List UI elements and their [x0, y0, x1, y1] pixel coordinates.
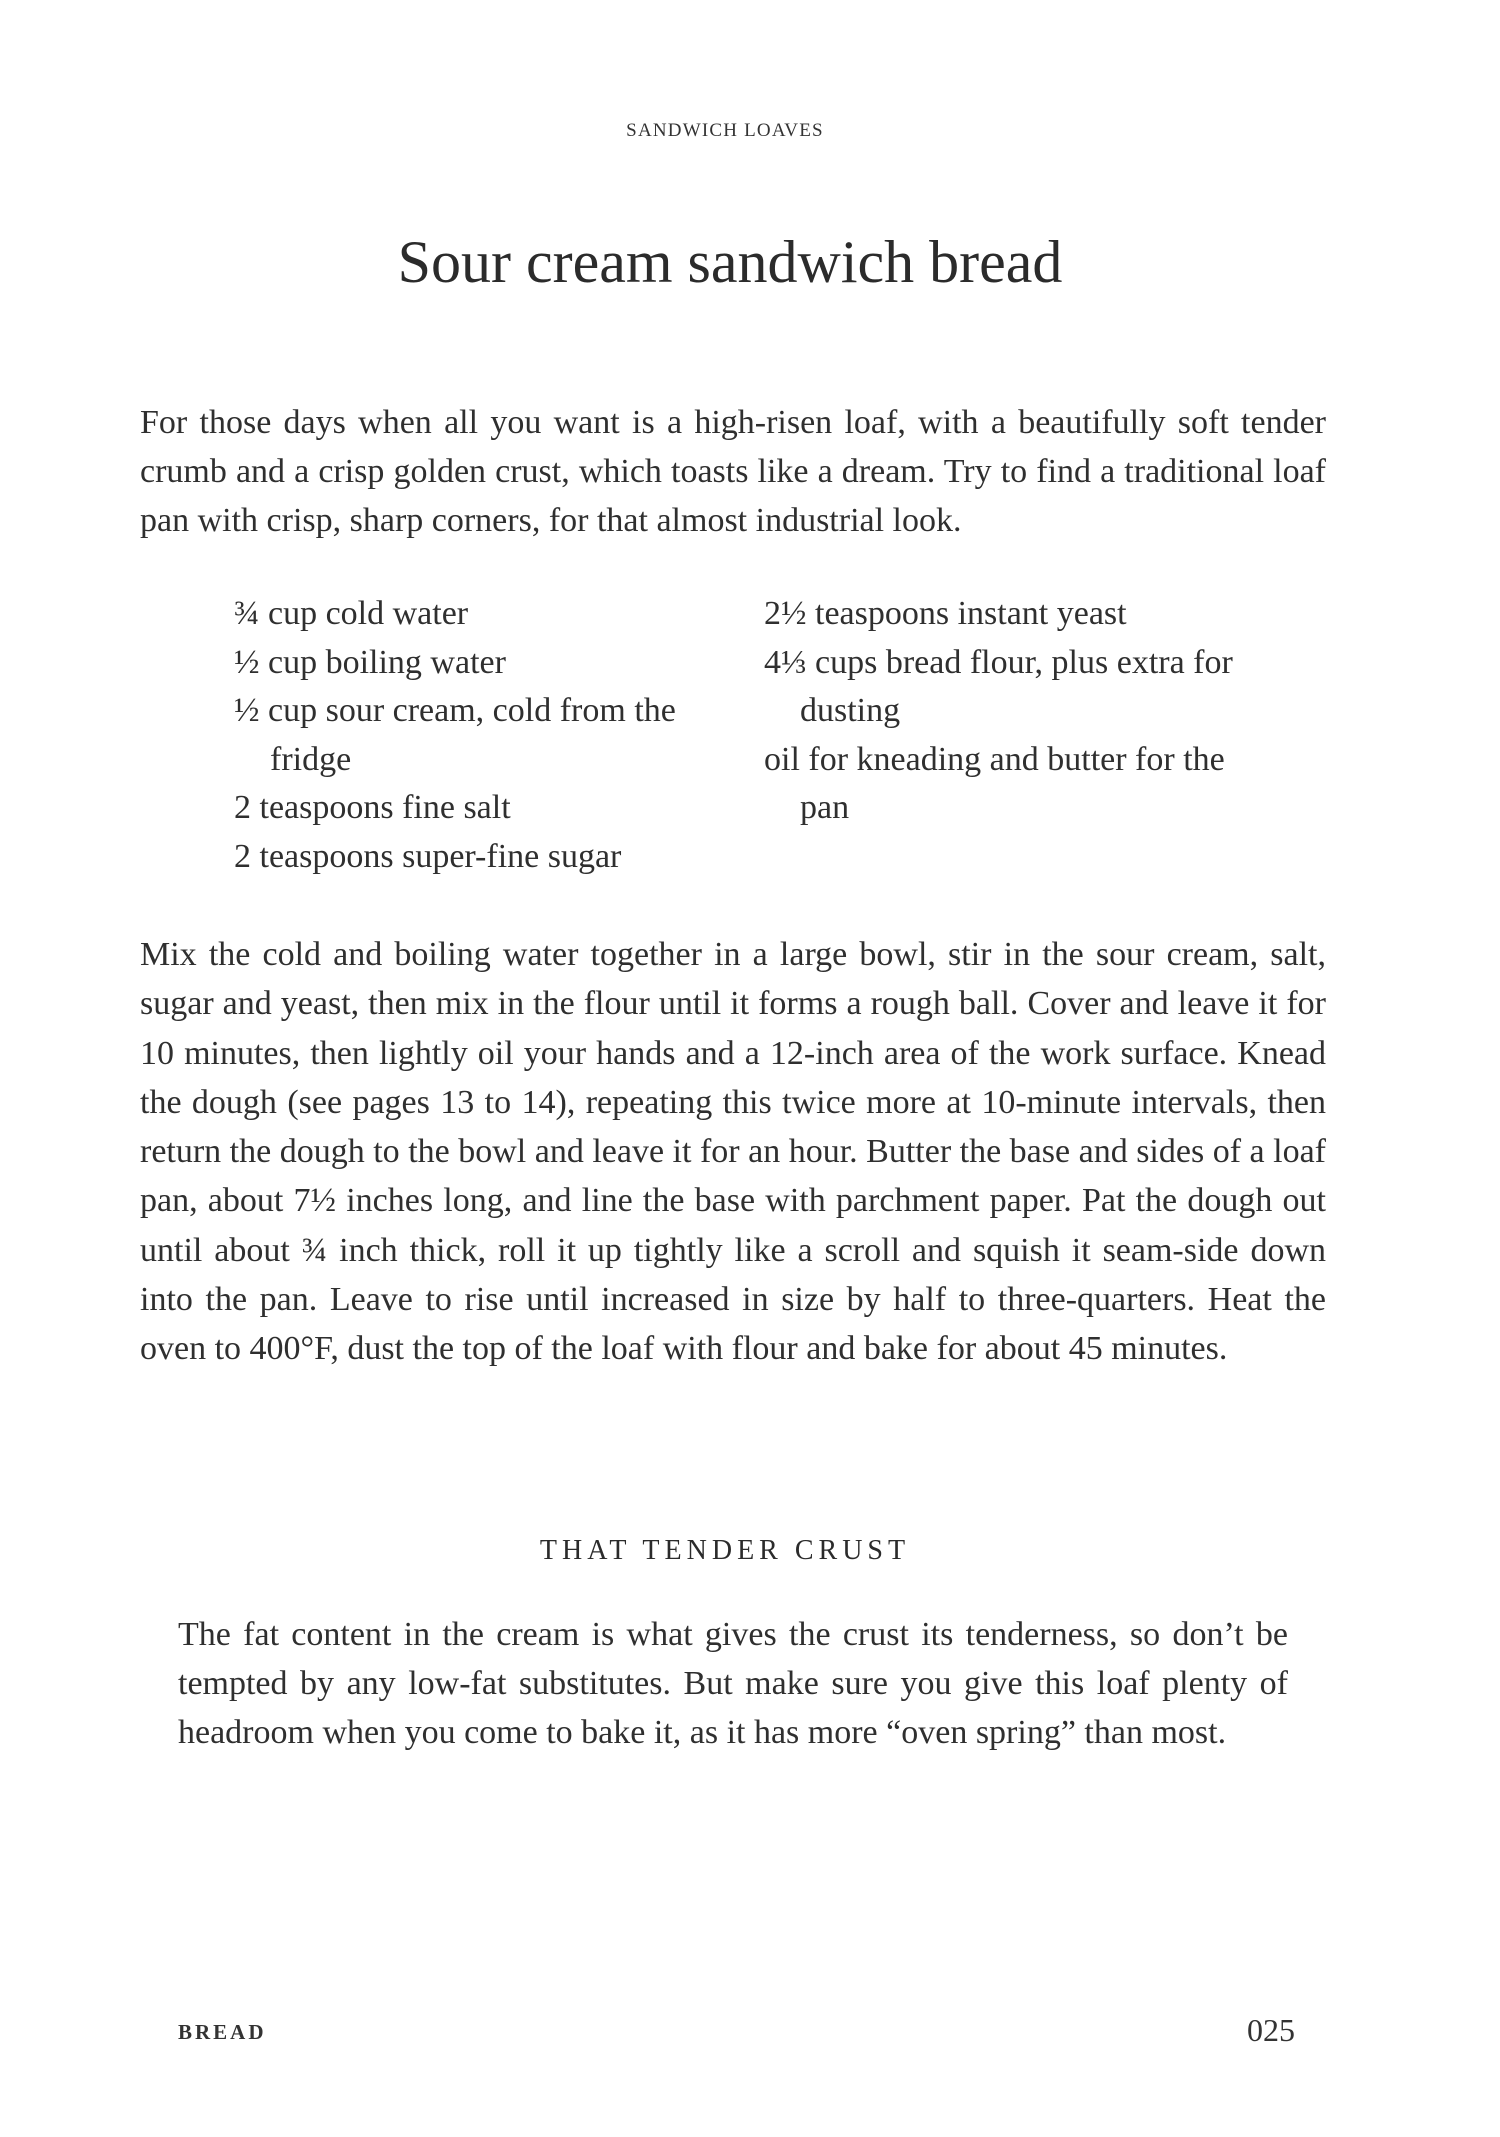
- ingredient-item: ½ cup sour cream, cold from the fridge: [234, 692, 676, 778]
- ingredient-item: ¾ cup cold water: [234, 595, 469, 632]
- recipe-intro: For those days when all you want is a high-risen loaf, with a beautifully soft tender crumb and a crisp golden crust, which toasts like a dream. Try to find a traditional loaf pan with crisp, sharp corners, for that almost industrial look.: [140, 404, 1326, 539]
- ingredient-item: 2 teaspoons fine salt: [234, 789, 511, 826]
- page-number: 025: [1247, 2012, 1295, 2048]
- ingredient-item: 4⅓ cups bread flour, plus extra for dusting: [764, 643, 1233, 729]
- tip-heading: THAT TENDER CRUST: [539, 1535, 911, 1566]
- ingredient-item: ½ cup boiling water: [234, 643, 506, 681]
- recipe-method: Mix the cold and boiling water together in a large bowl, stir in the sour cream, salt, sugar and yeast, then mix in the flour until it forms a rough ball. Cover and leave it for 10 minutes, then lightly oil your hands and a 12-inch area of the work surface. Knead the dough (see pages 13 to 14), repeating this twice more at 10-minute intervals, then return the dough to the bowl and leave it for an hour. Butter the base and sides of a loaf pan, about 7½ inches long, and line the base with parchment paper. Pat the dough out until about ¾ inch thick, roll it up tightly like a scroll and squish it seam-side down into the pan. Leave to rise until increased in size by half to three-quarters. Heat the oven to 400°F, dust the top of the loaf with flour and bake for about 45 minutes.: [140, 936, 1326, 1368]
- recipe-title: Sour cream sandwich bread: [397, 229, 1063, 295]
- ingredient-item: oil for kneading and butter for the pan: [764, 740, 1225, 826]
- ingredient-column-left: [234, 590, 704, 881]
- tip-body: The fat content in the cream is what gives the crust its tenderness, so don’t be tempted by any low-fat substitutes. But make sure you give this loaf plenty of headroom when you come to bake it, as it has more “oven spring” than most.: [178, 1616, 1288, 1751]
- running-head: SANDWICH LOAVES: [626, 120, 824, 141]
- ingredient-item: 2½ teaspoons instant yeast: [764, 595, 1127, 632]
- ingredient-item: 2 teaspoons super-fine sugar: [234, 837, 622, 875]
- ingredient-column-right: [764, 590, 1234, 833]
- footer-section-label: BREAD: [178, 2020, 267, 2044]
